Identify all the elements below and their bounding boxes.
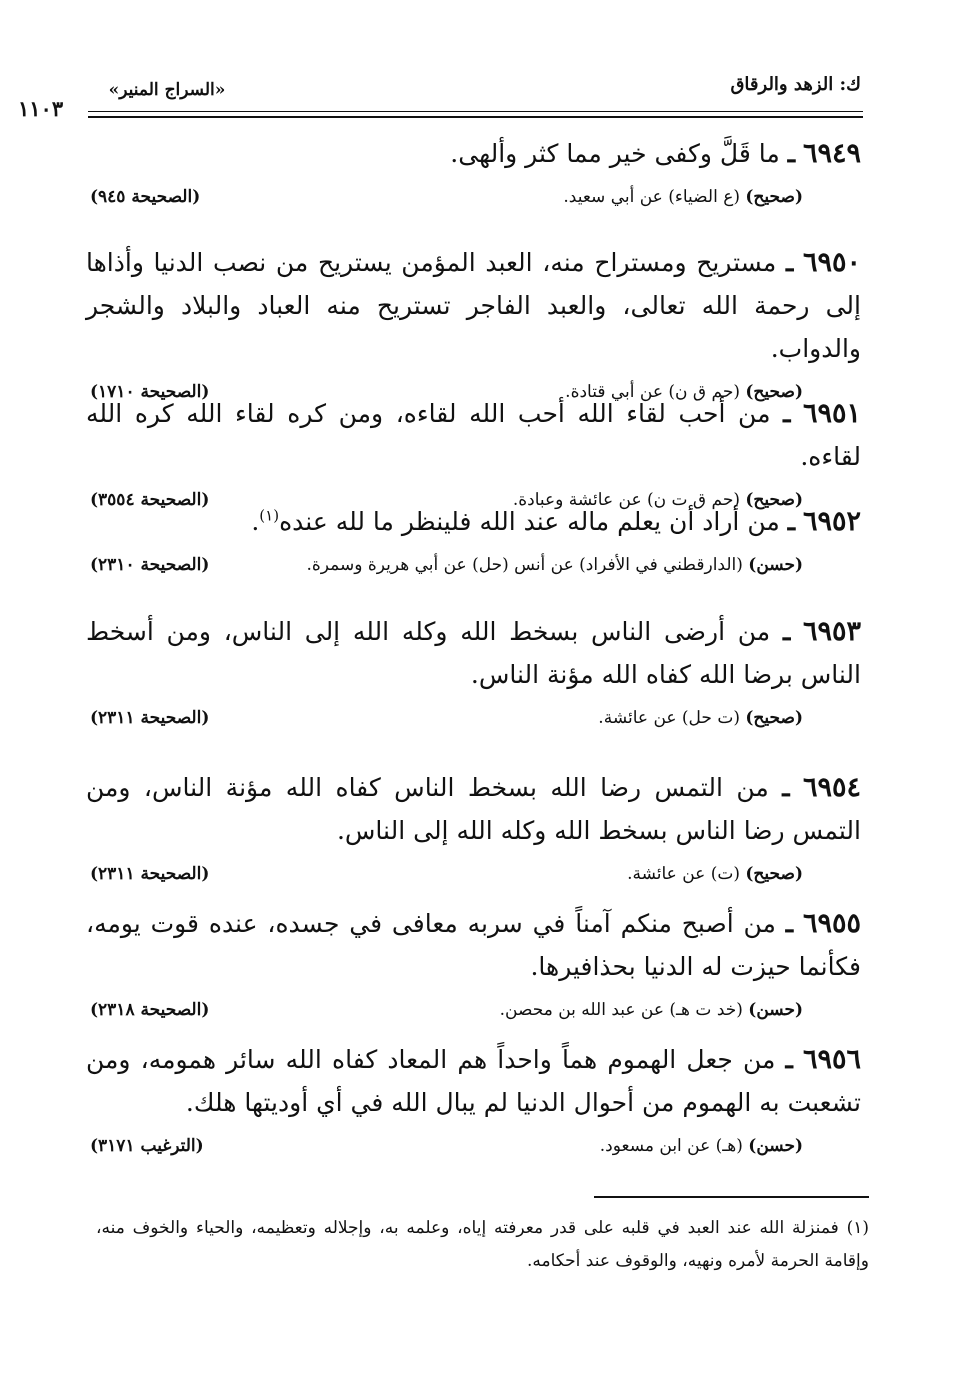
hadith-body: من جعل الهموم هماً واحداً هم المعاد كفاه الله سائر همومه، ومن تشعبت به الهموم من أحوال الدنيا لم يبال الله في أي أوديتها هلك. xyxy=(86,1045,861,1117)
hadith-number: ٦٩٥٦ xyxy=(803,1044,862,1075)
grade: (حسن) xyxy=(748,555,803,575)
grade: (حسن) xyxy=(748,1000,803,1020)
hadith-text: ٦٩٤٩ ـ ما قَلَّ وكفى خير مما كثر وألهى. xyxy=(450,138,861,169)
hadith-body: من أحب لقاء الله أحب الله لقاءه، ومن كره لقاء الله كره الله لقاءه. xyxy=(86,399,861,471)
hadith-body: من أصبح منكم آمناً في سربه معافى في جسده، عنده قوت يومه، فكأنما حيزت له الدنيا بحذافيرها. xyxy=(86,909,861,981)
grade: (صحيح) xyxy=(745,187,803,207)
reference: (الصحيحة ٢٣١١) xyxy=(90,864,210,884)
hadith-number: ٦٩٥٥ xyxy=(802,908,861,939)
hadith-number: ٦٩٥٠ xyxy=(803,247,862,278)
reference: (الصحيحة ٢٣١١) xyxy=(90,708,210,728)
footnote-text: فمنزلة الله عند العبد في قلبه على قدر معرفته إياه، وعلمه به، وإجلاله وتعظيمه، والحياء والخوف منه، وإقامة الحرمة لأمره ونهيه، والوقوف عند أحكامه. xyxy=(96,1218,869,1271)
reference: (الصحيحة ٢٣١٠) xyxy=(90,555,210,575)
hadith-entry xyxy=(86,132,861,217)
header-divider-thick xyxy=(88,116,863,118)
source: (ت حل) عن عائشة. xyxy=(598,708,740,728)
hadith-number: ٦٩٥١ xyxy=(803,398,862,429)
hadith-entry xyxy=(86,902,861,1030)
hadith-body-end: . xyxy=(251,507,260,536)
grade-and-source xyxy=(627,864,803,884)
reference: (الصحيحة ٩٤٥) xyxy=(90,187,201,207)
header-divider xyxy=(88,111,863,112)
grade: (صحيح) xyxy=(745,864,803,884)
source: (ع الضياء) عن أبي سعيد. xyxy=(563,187,740,207)
page-number: ١١٠٣ xyxy=(18,96,64,121)
footnote xyxy=(96,1212,869,1278)
hadith-text: ٦٩٥٢ ـ من أراد أن يعلم ماله عند الله فلينظر ما لله عنده$^{(١)}$. xyxy=(251,506,861,537)
hadith-number: ٦٩٥٢ xyxy=(802,506,861,537)
footnote-marker[interactable]: (١) xyxy=(259,506,280,525)
hadith-text: ٦٩٥٥ ـ من أصبح منكم آمناً في سربه معافى في جسده، عنده قوت يومه، فكأنما حيزت له الدنيا بحذافيرها. xyxy=(86,908,861,981)
hadith-text: ٦٩٥٦ ـ من جعل الهموم هماً واحداً هم المعاد كفاه الله سائر همومه، ومن تشعبت به الهموم من أحوال الدنيا لم يبال الله في أي أوديتها هلك. xyxy=(86,1044,862,1117)
running-header-book-title: «السراج المنير» xyxy=(108,80,226,100)
grade-and-source xyxy=(500,1000,803,1020)
hadith-body: ما قَلَّ وكفى خير مما كثر وألهى. xyxy=(450,139,780,168)
grade: (صحيح) xyxy=(745,490,803,510)
footnote-divider xyxy=(594,1196,869,1198)
hadith-number: ٦٩٤٩ xyxy=(802,138,861,169)
footnote-number: (١) xyxy=(846,1218,870,1238)
source: (ت) عن عائشة. xyxy=(627,864,740,884)
running-header-chapter: ك: الزهد والرقاق xyxy=(730,74,861,95)
reference: (الصحيحة ٢٣١٨) xyxy=(90,1000,210,1020)
hadith-entry xyxy=(86,500,861,585)
hadith-text: ٦٩٥١ ـ من أحب لقاء الله أحب الله لقاءه، ومن كره لقاء الله كره الله لقاءه. xyxy=(86,398,862,471)
source-row xyxy=(86,1136,861,1166)
hadith-text: ٦٩٥٤ ـ من التمس رضا الله بسخط الناس كفاه الله مؤنة الناس، ومن التمس رضا الناس بسخط الله وكله الله إلى الناس. xyxy=(86,772,862,845)
source: (حم ق ت ن) عن عائشة وعبادة. xyxy=(512,490,740,510)
source: (هـ) عن ابن مسعود. xyxy=(599,1136,743,1156)
hadith-body: مستريح ومستراح منه، العبد المؤمن يستريح من نصب الدنيا وأذاها إلى رحمة الله تعالى، والعبد الفاجر تستريح منه العباد والبلاد والشجر والدواب. xyxy=(86,248,861,363)
source-row xyxy=(86,708,861,738)
source-row xyxy=(86,864,861,894)
hadith-entry xyxy=(86,241,861,412)
grade: (صحيح) xyxy=(745,382,803,402)
source-row xyxy=(86,187,861,217)
hadith-text: ٦٩٥٣ ـ من أرضى الناس بسخط الله وكله الله إلى الناس، ومن أسخط الناس برضا الله كفاه الله مؤنة الناس. xyxy=(86,616,862,689)
grade-and-source xyxy=(306,555,803,575)
hadith-body: من أراد أن يعلم ماله عند الله فلينظر ما لله عنده xyxy=(279,507,780,536)
grade-and-source xyxy=(563,187,803,207)
reference: (الصحيحة ١٧١٠) xyxy=(90,382,210,402)
hadith-entry xyxy=(86,610,861,738)
hadith-number: ٦٩٥٣ xyxy=(803,616,862,647)
grade-and-source xyxy=(600,1136,803,1156)
grade: (صحيح) xyxy=(745,708,803,728)
hadith-body: من التمس رضا الله بسخط الناس كفاه الله مؤنة الناس، ومن التمس رضا الناس بسخط الله وكله الله إلى الناس. xyxy=(86,773,861,845)
grade: (حسن) xyxy=(748,1136,803,1156)
source: (حم ق ن) عن أبي قتادة. xyxy=(565,382,740,402)
hadith-entry xyxy=(86,1038,861,1166)
source: (الدارقطني في الأفراد) عن أنس (حل) عن أبي هريرة وسمرة. xyxy=(306,555,743,575)
reference: (الترغيب ٣١٧١) xyxy=(90,1136,204,1156)
hadith-entry xyxy=(86,766,861,894)
hadith-body: من أرضى الناس بسخط الله وكله الله إلى الناس، ومن أسخط الناس برضا الله كفاه الله مؤنة الناس. xyxy=(86,617,861,689)
reference: (الصحيحة ٣٥٥٤) xyxy=(90,490,210,510)
hadith-number: ٦٩٥٤ xyxy=(803,772,862,803)
hadith-text: ٦٩٥٠ ـ مستريح ومستراح منه، العبد المؤمن يستريح من نصب الدنيا وأذاها إلى رحمة الله تعالى، والعبد الفاجر تستريح منه العباد والبلاد والشجر والدواب. xyxy=(86,247,862,363)
source-row xyxy=(86,1000,861,1030)
source-row xyxy=(86,555,861,585)
grade-and-source xyxy=(598,708,803,728)
source: (خد ت هـ) عن عبد الله بن محصن. xyxy=(499,1000,743,1020)
